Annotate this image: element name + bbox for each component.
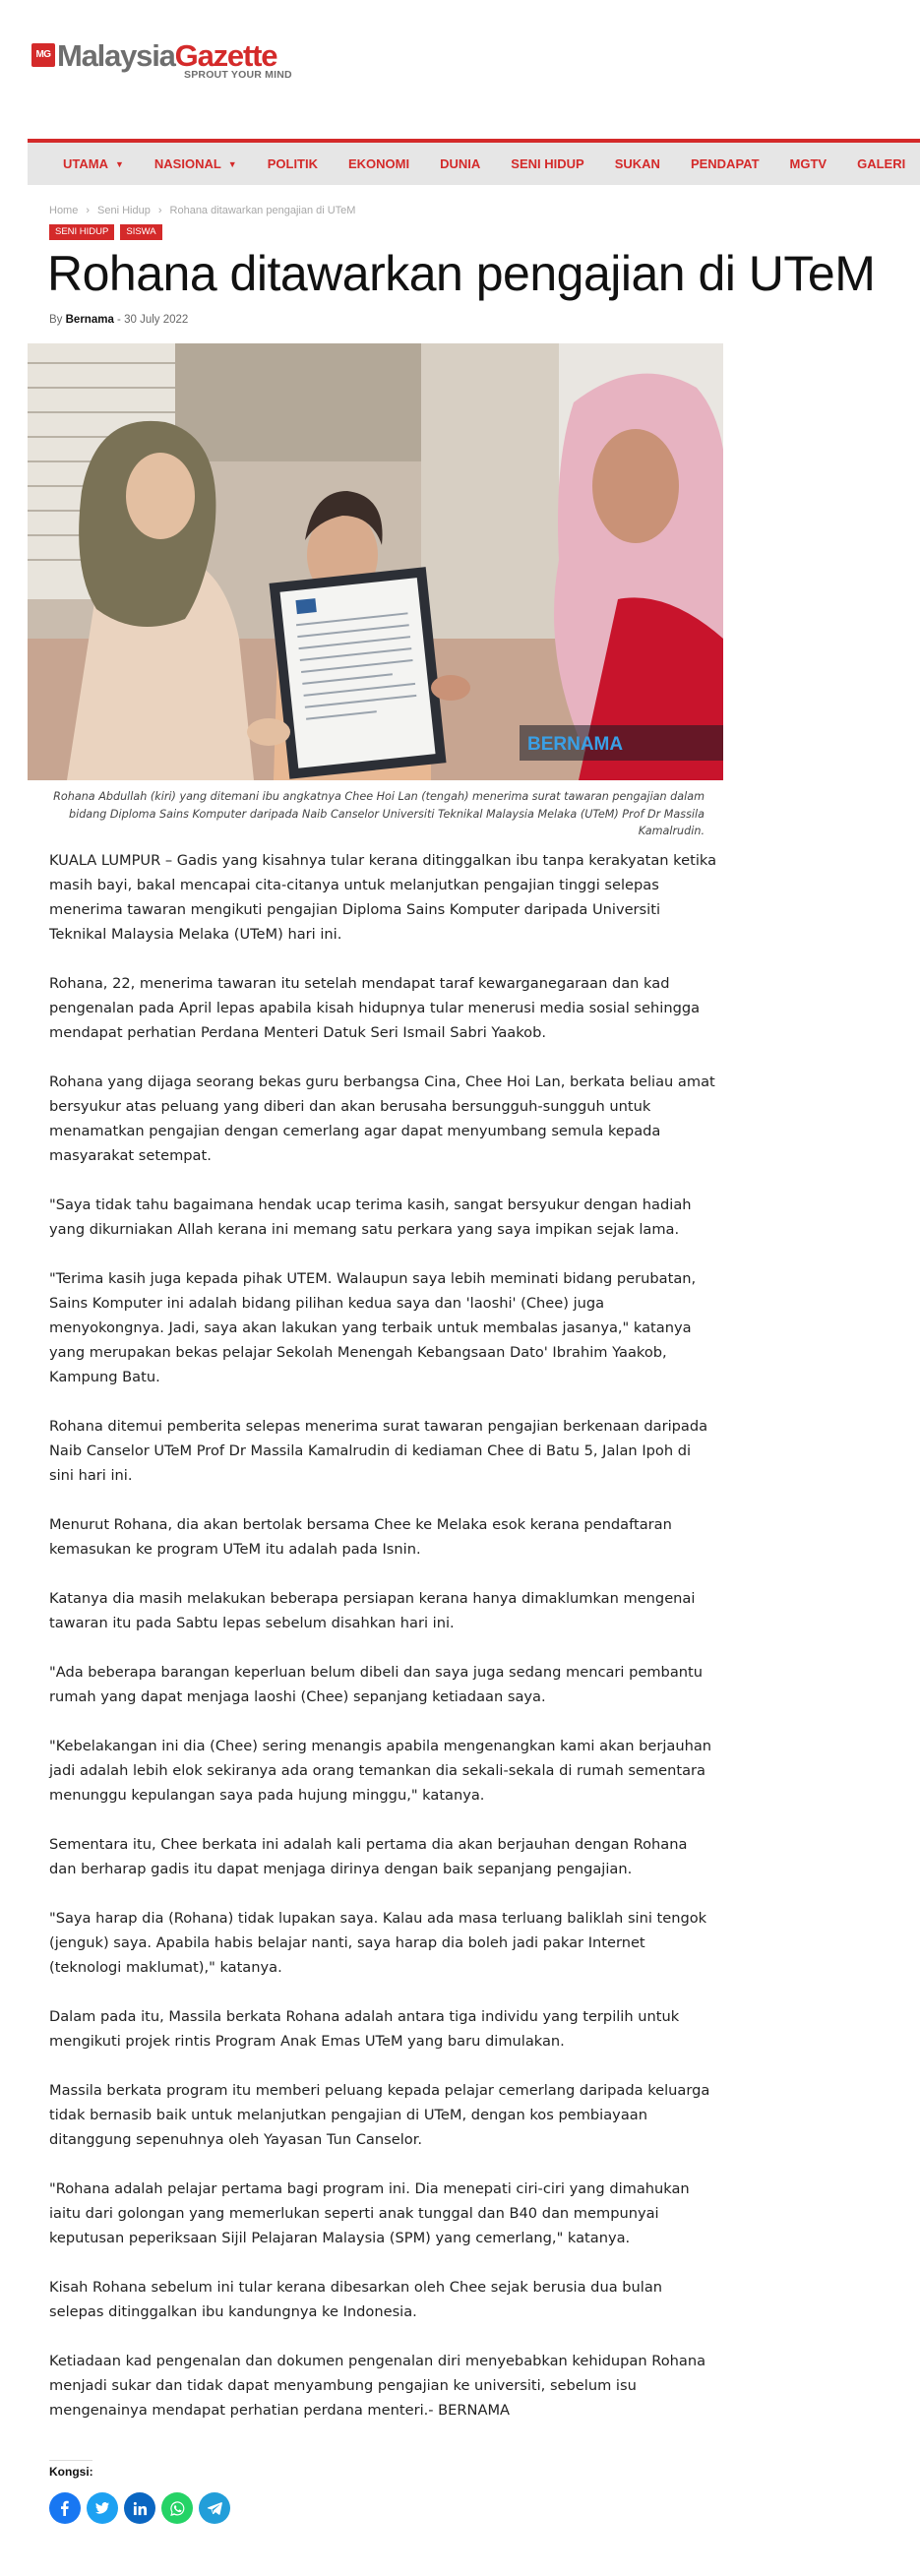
twitter-icon [94,2500,110,2516]
photo-watermark: BERNAMA [527,734,624,755]
whatsapp-icon [169,2500,186,2517]
share-buttons [49,2492,236,2524]
nav-item-galeri[interactable]: GALERI [857,156,906,171]
byline [49,314,188,326]
nav-item-seni-hidup[interactable]: SENI HIDUP [511,156,584,171]
paragraph: "Terima kasih juga kepada pihak UTEM. Walaupun saya lebih meminati bidang perubatan, Sains Komputer ini adalah bidang pilihan kedua saya dan 'laoshi' (Chee) juga menyokongnya. Jadi, saya akan lakukan yang terbaik untuk membalas jasanya," katanya yang merupakan bekas pelajar Sekolah Menengah Kebangsaan Dato' Ibrahim Yaakob, Kampung Batu. [49,1270,697,1385]
paragraph: Kisah Rohana sebelum ini tular kerana dibesarkan oleh Chee sejak berusia dua bulan selepas ditinggalkan ibu kandungnya ke Indonesia. [49,2279,663,2320]
chevron-right-icon: › [157,205,162,216]
publish-date: 30 July 2022 [124,314,189,326]
paragraph: "Saya harap dia (Rohana) tidak lupakan saya. Kalau ada masa terluang baliklah sini tengok (jenguk) saya. Apabila habis belajar nanti, saya harap dia boleh jadi pakar Internet (teknologi maklumat)," katanya. [49,1910,707,1976]
paragraph: "Rohana adalah pelajar pertama bagi program ini. Dia menepati ciri-ciri yang dimahukan iaitu dari golongan yang memerlukan seperti anak tunggal dan B40 dan mempunyai keputusan peperiksaan Sijil Pelajaran Malaysia (SPM) yang cemerlang," katanya. [49,2180,690,2246]
article-body [49,848,718,2447]
breadcrumb-home[interactable]: Home [49,205,79,216]
share-facebook-button[interactable] [49,2492,81,2524]
nav-item-nasional[interactable] [154,156,237,171]
paragraph: Rohana, 22, menerima tawaran itu setelah mendapat taraf kewarganegaraan dan kad pengenalan pada April lepas apabila kisah hidupnya tular menerusi media sosial sehingga mendapat perhatian Perdana Menteri Datuk Seri Ismail Sabri Yaakob. [49,975,701,1041]
nav-item-label: UTAMA [63,156,108,171]
nav-item-label: NASIONAL [153,156,221,171]
telegram-icon [207,2500,222,2516]
paragraph: "Ada beberapa barangan keperluan belum dibeli dan saya juga sedang mencari pembantu rumah yang dapat menjaga laoshi (Chee) sepanjang ketiadaan saya. [49,1664,703,1705]
share-twitter-button[interactable] [87,2492,118,2524]
paragraph: Dalam pada itu, Massila berkata Rohana adalah antara tiga individu yang terpilih untuk mengikuti projek rintis Program Anak Emas UTeM yang baru dimulakan. [49,2008,680,2050]
by-label: By [49,314,63,326]
breadcrumb-current: Rohana ditawarkan pengajian di UTeM [169,205,356,216]
facebook-icon [57,2500,73,2516]
share-label: Kongsi: [49,2465,93,2479]
paragraph: Rohana ditemui pemberita selepas menerima surat tawaran pengajian berkenaan daripada Naib Canselor UTeM Prof Dr Massila Kamalrudin di kediaman Chee di Batu 5, Jalan Ipoh di sini hari ini. [49,1418,708,1484]
chevron-down-icon: ▼ [227,158,237,169]
nav-item-dunia[interactable]: DUNIA [440,156,481,171]
share-whatsapp-button[interactable] [161,2492,193,2524]
category-tags [49,224,168,240]
nav-item-mgtv[interactable]: MGTV [789,156,828,171]
breadcrumb-category[interactable]: Seni Hidup [97,205,151,216]
paragraph: Massila berkata program itu memberi peluang kepada pelajar cemerlang daripada keluarga tidak bernasib baik untuk melanjutkan pengajian di UTeM, dengan kos pembiayaan ditanggung sepenuhnya oleh Yayasan Tun Canselor. [49,2082,710,2148]
paragraph: Menurut Rohana, dia akan bertolak bersama Chee ke Melaka esok kerana pendaftaran kemasukan ke program UTeM itu adalah pada Isnin. [49,1516,672,1558]
paragraph: Ketiadaan kad pengenalan dan dokumen pengenalan diri menyebabkan kehidupan Rohana menjadi sukar dan tidak dapat menyambung pengajian ke universiti, sebelum isu mengenainya mendapat perhatian perdana menteri.- BERNAMA [49,2353,706,2419]
nav-item-ekonomi[interactable]: EKONOMI [348,156,410,171]
chevron-down-icon: ▼ [114,158,124,169]
article-photo [28,343,723,780]
share-telegram-button[interactable] [199,2492,230,2524]
nav-item-politik[interactable]: POLITIK [267,156,318,171]
paragraph: Sementara itu, Chee berkata ini adalah kali pertama dia akan berjauhan dengan Rohana dan berharap gadis itu dapat menjaga dirinya dengan baik sepanjang pengajian. [49,1836,688,1877]
photo-illustration [28,343,723,780]
logo-tagline: SPROUT YOUR MIND [184,69,292,81]
logo-name-part2: Gazette [174,38,277,73]
logo-name-part1: Malaysia [57,38,175,73]
nav-item-pendapat[interactable]: PENDAPAT [690,156,760,171]
main-nav [28,139,920,185]
paragraph: Rohana yang dijaga seorang bekas guru berbangsa Cina, Chee Hoi Lan, berkata beliau amat bersyukur atas peluang yang diberi dan akan berusaha bersungguh-sungguh untuk menamatkan pengajian dengan cemerlang agar dapat menyumbang semula kepada masyarakat setempat. [49,1073,715,1164]
nav-item-utama[interactable] [63,156,124,171]
share-divider [49,2460,92,2461]
tag-siswa[interactable]: SISWA [120,224,161,240]
logo-badge: MG [31,43,55,67]
article-title: Rohana ditawarkan pengajian di UTeM [47,246,876,301]
paragraph: "Saya tidak tahu bagaimana hendak ucap terima kasih, sangat bersyukur dengan hadiah yang dikurniakan Allah kerana ini memang satu perkara yang saya impikan sejak lama. [49,1196,692,1238]
byline-separator: - [117,314,121,326]
paragraph: "Kebelakangan ini dia (Chee) sering menangis apabila mengenangkan kami akan berjauhan jadi adalah lebih elok sekiranya ada orang temankan dia sekali-sekala di rumah sementara menunggu kepulangan saya pada hujung minggu," katanya. [49,1738,712,1804]
breadcrumb [49,205,355,216]
logo-wordmark [57,39,276,73]
share-linkedin-button[interactable] [124,2492,155,2524]
paragraph: KUALA LUMPUR – Gadis yang kisahnya tular kerana ditinggalkan ibu tanpa kerakyatan ketika masih bayi, bakal mencapai cita-citanya untuk melanjutkan pengajian tinggi selepas menerima tawaran mengikuti pengajian Diploma Sains Komputer daripada Universiti Teknikal Malaysia Melaka (UTeM) hari ini. [49,852,717,943]
tag-seni-hidup[interactable]: SENI HIDUP [49,224,114,240]
nav-item-sukan[interactable]: SUKAN [614,156,660,171]
paragraph: Katanya dia masih melakukan beberapa persiapan kerana hanya dimaklumkan mengenai tawaran itu pada Sabtu lepas sebelum disahkan hari ini. [49,1590,696,1631]
author-link[interactable]: Bernama [65,314,114,326]
chevron-right-icon: › [86,205,91,216]
photo-caption: Rohana Abdullah (kiri) yang ditemani ibu angkatnya Chee Hoi Lan (tengah) menerima surat tawaran pengajian dalam bidang Diploma Sains Komputer daripada Naib Canselor Universiti Teknikal Malaysia Melaka (UTeM) Prof Dr Massila Kamalrudin. [53,790,705,837]
linkedin-icon [133,2501,148,2516]
